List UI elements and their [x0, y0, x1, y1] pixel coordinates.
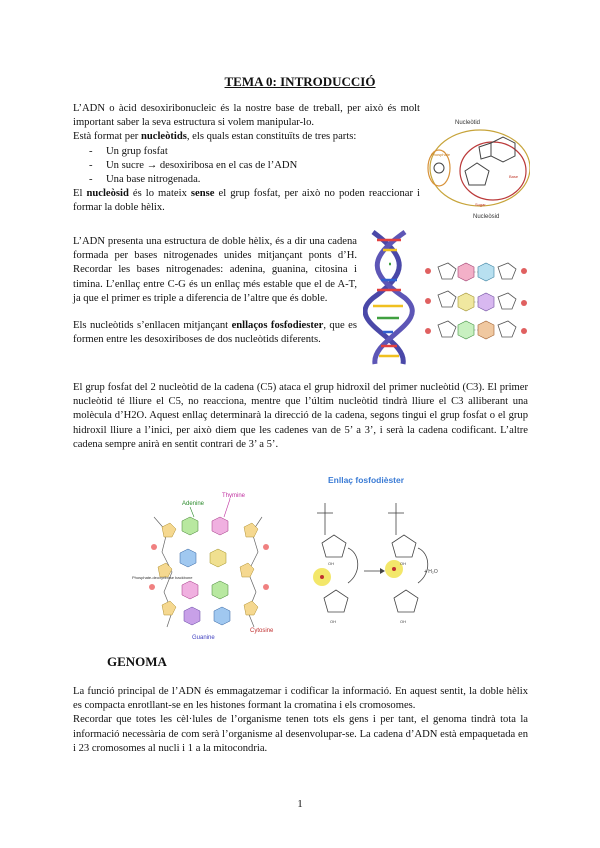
double-helix-figure [363, 228, 418, 368]
base-pairing-figure [418, 255, 533, 345]
list-item: - Un grup fosfat [73, 145, 420, 159]
phosphodiester-figure [300, 473, 475, 638]
svg-text:OH: OH [400, 619, 406, 624]
helix-section [73, 235, 357, 347]
thymine-label: Thymine [222, 493, 246, 499]
nucleotide-label: Nucleòtid [455, 120, 481, 126]
nucleotide-parts-intro: Està format per nucleòtids, els quals estan constituïts de tres parts: [73, 131, 357, 143]
phosphodiester-figure-title: Enllaç fosfodièster [328, 475, 405, 485]
nucleotide-parts-list [73, 145, 420, 188]
nucleotide-figure [425, 113, 530, 223]
svg-text:OH: OH [330, 619, 336, 624]
nucleoside-label: Nucleòsid [473, 214, 500, 220]
genoma-paragraph: Recordar que totes les cèl·lules de l’organisme tenen tots els gens i per tant, el genoma tindrà tota la informació necessària de com serà l’organisme al desenvolupar-se. La cadena d’ADN està empaquetada en i 23 cromosomes al nucli i 1 a la mitocondria. [73, 714, 528, 754]
cytosine-label: Cytosine [250, 628, 274, 634]
list-item: - Una base nitrogenada. [73, 173, 420, 187]
genoma-paragraph: La funció principal de l’ADN és emmagatzemar i codificar la informació. En aquest sentit, la doble hèlix es compacta enrotllant-se en les histones formant la cromatina i els cromosomes. [73, 686, 528, 712]
nucleotids-term: nucleòtids [140, 131, 187, 143]
backbone-label: Phosphate-deoxyribose backbone [132, 575, 193, 580]
phosphodiester-detail [73, 381, 528, 452]
phosphodiester-paragraph: Els nucleòtids s’enllacen mitjançant enllaços fosfodiester, que es formen entre les desoxiriboses de dos nucleòtids diferents. [73, 320, 357, 346]
guanine-label: Guanine [192, 635, 215, 641]
page-number: 1 [297, 798, 303, 810]
svg-text:OH: OH [400, 561, 406, 566]
page-title: TEMA 0: INTRODUCCIÓ [224, 74, 376, 89]
dna-structure-figure [132, 487, 292, 642]
helix-paragraph: L’ADN presenta una estructura de doble hèlix, és a dir una cadena formada per bases nitrogenades unides mitjançant ponts d’H. Recordar les bases nitrogenades: adenina, guanina, citosina i timina. L’enllaç entre C-G és un enllaç més estable que el de A-T, ja que el primer es triple a diferencia de l’altre que és doble. [73, 236, 357, 304]
adenine-label: Adenine [182, 501, 205, 507]
intro-paragraph: L’ADN o àcid desoxiribonucleic és la nostre base de treball, per això és molt important saber la seva estructura si volem manipular-lo. [73, 103, 420, 129]
svg-text:OH: OH [328, 561, 334, 566]
svg-text:Sugar: Sugar [475, 202, 486, 207]
genoma-heading: GENOMA [107, 654, 167, 669]
list-item: - Un sucre → desoxiribosa en el cas de l’ADN [73, 159, 420, 173]
svg-text:Base: Base [509, 174, 519, 179]
genoma-section [73, 685, 528, 756]
svg-text:Phosphate: Phosphate [431, 152, 451, 157]
nucleoside-paragraph: El nucleòsid és lo mateix sense el grup fosfat, per això no poden reaccionar i formar la doble hèlix. [73, 188, 420, 214]
phosphodiester-term: enllaços fosfodiester [231, 320, 324, 332]
phosphodiester-detail-paragraph: El grup fosfat del 2 nucleòtid de la cadena (C5) ataca el grup hidroxil del primer nucleòtid (C3). El primer nucleòtid té lliure el C5, no reacciona, mentre que l’últim nucleòtid tindrà lliure el C3 alliberant una molècula d’H2O. Aquest enllaç determinarà la direcció de la cadena, segons tingui el grup fosfat o el grup hidroxil lliure a l’inici, per això diem que les cadenes van de 5’ a 3’, i serà la cadena codificant. L’altre cadena sempre anirà en sentit contrari de 3’ a 5’. [73, 382, 528, 450]
svg-text:+ H₂O: + H₂O [424, 569, 438, 575]
intro-section [73, 102, 420, 216]
